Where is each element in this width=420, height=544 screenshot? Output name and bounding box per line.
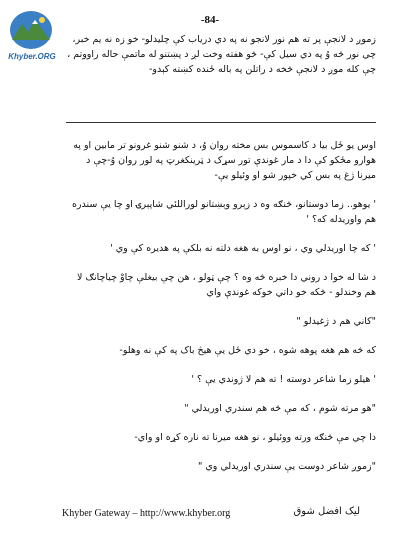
paragraph: ' که چا اوريدلي وي ، نو اوس به هغه دلته نه بلکې په هديره کې وي ' — [110, 243, 376, 254]
paragraph: که څه هم هغه پوهه شوه ، خو دي ځل يې هيڅ باک په کې نه وهلو- — [119, 345, 376, 356]
body-text — [66, 138, 376, 488]
intro-paragraph: زموږ د لانجې پر ته هم نور لانجو نه په دي درياب کې چليدلو- خو زه نه يم خبر، چي نور څه وُ په دي سيل کې- څو هفته وخت لږ د پښتنو له ماتمې حاله راووتم ، چې کله موږ د لانجې څخه د راتلن په باله ځنده کښته کېدو- — [67, 34, 376, 75]
footer-website: Khyber Gateway – http://www.khyber.org — [62, 508, 231, 519]
paragraph: دا چي مې څنګه ورته ووئيلو ، نو هغه ميرنا ته ناره کړه او واي- — [134, 432, 376, 443]
paragraph: "کاني هم د ژغيدلو " — [296, 316, 376, 327]
logo-caption: Khyber.ORG — [8, 52, 56, 61]
paragraph: ' هيلو زما شاعر دوسته ! ته هم لا ژوندي يې ؟ ' — [191, 374, 376, 385]
page-number: -84- — [200, 14, 220, 26]
paragraph: "هو مرته شوم ، که مې څه هم سندري اوريدلي " — [184, 403, 376, 414]
paragraph: ' يوهو.. زما دوستانو، څنګه وه د زېرو وېښتانو لوراللئي شاپېرۍ او چا يې سندره هم واوريدله که؟ ' — [71, 199, 376, 225]
paragraph: "زموږ شاعر دوست يې سندري اوريدلي وي " — [197, 461, 376, 472]
section-divider — [66, 122, 376, 123]
paragraph: د شا له خوا د روني دا خبره څه وه ؟ چې ټولو ، هن چې بيغلې چاوْ چياچانګ لا هم وخندلو - څکه خو داتي خوکه غوندې واي — [77, 272, 376, 298]
intro-block — [66, 32, 376, 77]
paragraph: اوس يو ځل بيا د کاسموس بس مخته روان وُ، د شنو شنو غرونو تر مابين او په هوارو مځکو کې دا د مار غوندې تور سړک د ټرينکغرټ په لور روان وُ-چې د ميرنا ژغ په بس کي خپور شو او وئيلو يې- — [73, 140, 376, 181]
footer-author: ليک افضل شوق — [293, 506, 360, 517]
